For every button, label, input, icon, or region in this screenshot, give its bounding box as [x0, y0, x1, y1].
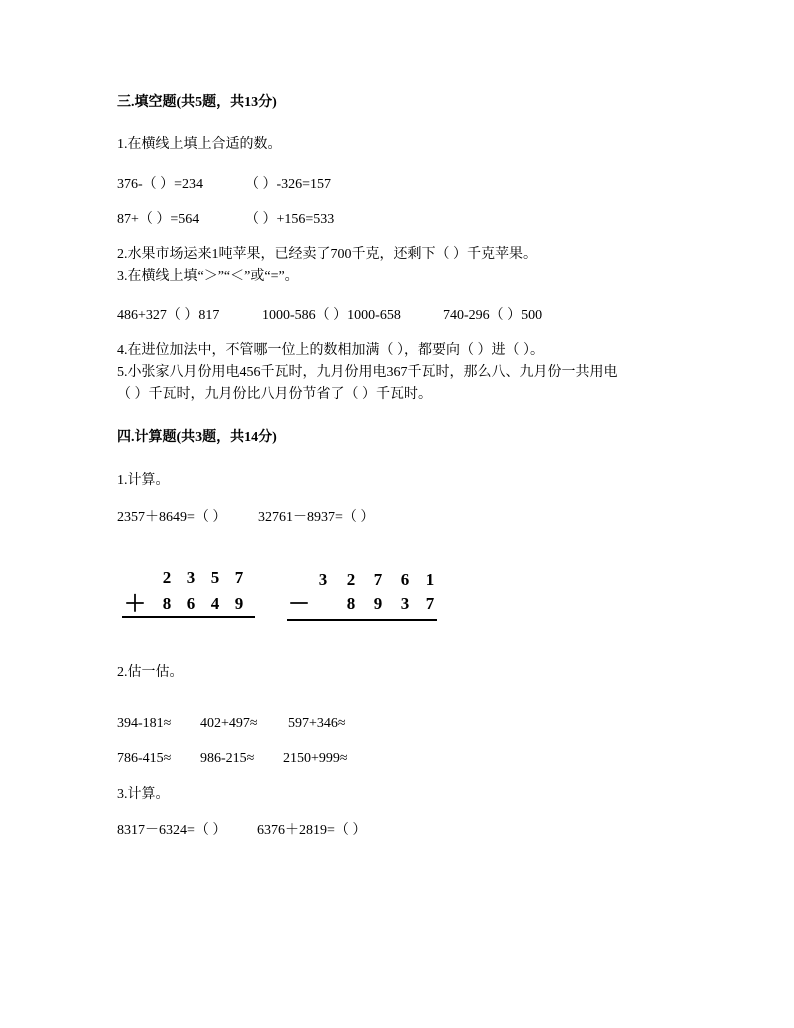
q3-1-item-d: （ ）+156=533 [245, 212, 335, 227]
q4-2-item: 2150+999≈ [283, 751, 348, 766]
q3-3-item-c: 740-296（ ）500 [443, 308, 543, 323]
subtraction-underline [287, 619, 437, 621]
q4-2-item: 597+346≈ [288, 716, 346, 731]
q3-3-item-a: 486+327（ ）817 [117, 308, 220, 323]
add-bottom-digit: 9 [234, 594, 244, 613]
q4-3-prompt: 3.计算。 [117, 787, 170, 802]
q3-4-text: 4.在进位加法中，不管哪一位上的数相加满（ ），都要向（ ）进（ ）。 [117, 343, 544, 358]
q3-1-prompt: 1.在横线上填上合适的数。 [117, 137, 282, 152]
sub-bottom-digit: 3 [400, 594, 410, 613]
q3-1-item-b: （ ）-326=157 [245, 177, 332, 192]
sub-top-digit: 7 [373, 570, 383, 589]
add-top-digit: 2 [162, 568, 172, 587]
sub-top-digit: 3 [318, 570, 328, 589]
section-4-heading: 四.计算题(共3题，共14分) [117, 430, 277, 445]
q3-2-text: 2.水果市场运来1吨苹果，已经卖了700千克，还剩下（ ）千克苹果。 [117, 247, 537, 262]
q4-2-item: 786-415≈ [117, 751, 172, 766]
q3-5-line1: 5.小张家八月份用电456千瓦时，九月份用电367千瓦时，那么八、九月份一共用电 [117, 365, 618, 380]
q3-5-line2: （ ）千瓦时，九月份比八月份节省了（ ）千瓦时。 [117, 387, 432, 402]
sub-top-digit: 1 [425, 570, 435, 589]
add-bottom-digit: 4 [210, 594, 220, 613]
plus-sign: ＋ [124, 591, 147, 616]
q4-1-prompt: 1.计算。 [117, 473, 170, 488]
q4-2-item: 402+497≈ [200, 716, 258, 731]
q4-2-item: 986-215≈ [200, 751, 255, 766]
sub-bottom-digit: 7 [425, 594, 435, 613]
q3-3-item-b: 1000-586（ ）1000-658 [262, 308, 401, 323]
addition-underline [122, 616, 255, 618]
minus-sign: － [288, 591, 311, 616]
q3-1-item-c: 87+（ ）=564 [117, 212, 200, 227]
q3-1-item-a: 376-（ ）=234 [117, 177, 204, 192]
q4-1-item-b: 32761－8937=（ ） [258, 510, 375, 525]
sub-top-digit: 2 [346, 570, 356, 589]
q4-2-prompt: 2.估一估。 [117, 665, 184, 680]
q4-1-item-a: 2357＋8649=（ ） [117, 510, 227, 525]
add-top-digit: 7 [234, 568, 244, 587]
add-top-digit: 5 [210, 568, 220, 587]
add-bottom-digit: 6 [186, 594, 196, 613]
q4-3-item-b: 6376＋2819=（ ） [257, 823, 367, 838]
q4-2-item: 394-181≈ [117, 716, 172, 731]
add-bottom-digit: 8 [162, 594, 172, 613]
sub-top-digit: 6 [400, 570, 410, 589]
sub-bottom-digit: 9 [373, 594, 383, 613]
section-3-heading: 三.填空题(共5题，共13分) [117, 95, 277, 110]
add-top-digit: 3 [186, 568, 196, 587]
sub-bottom-digit: 8 [346, 594, 356, 613]
q3-3-prompt: 3.在横线上填“＞”“＜”或“=”。 [117, 269, 299, 284]
q4-3-item-a: 8317－6324=（ ） [117, 823, 227, 838]
